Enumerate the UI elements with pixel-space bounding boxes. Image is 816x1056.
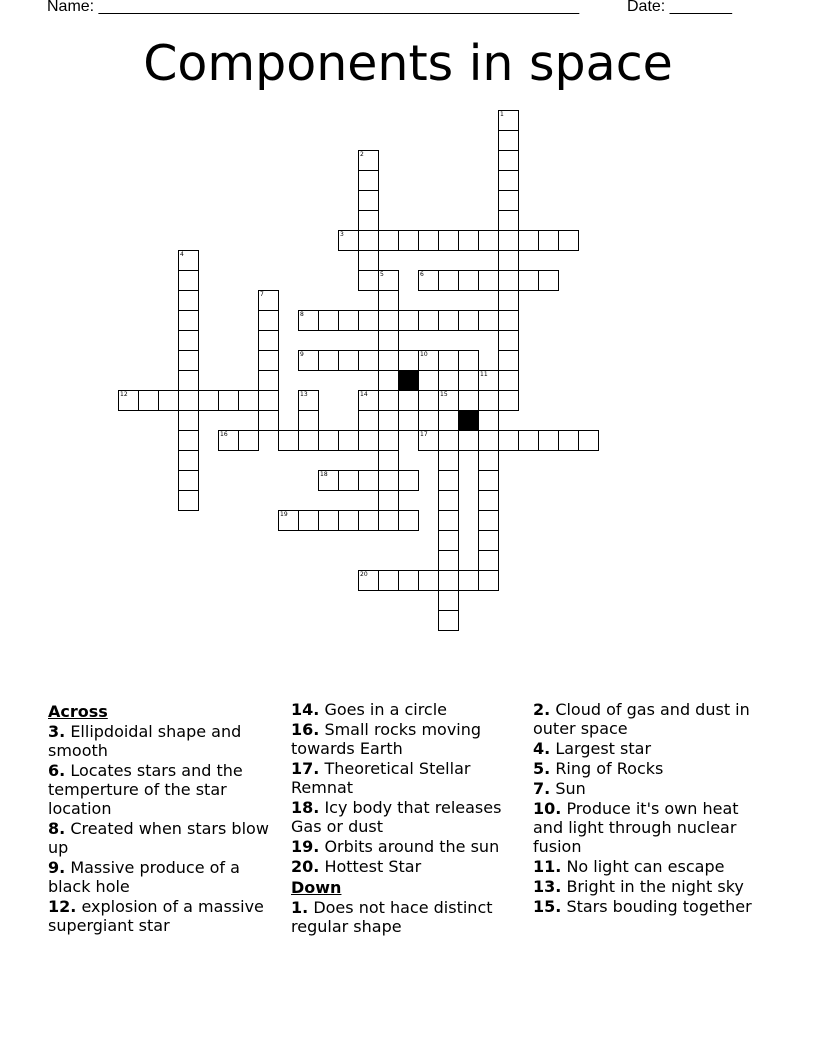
grid-cell[interactable] <box>318 430 339 451</box>
grid-cell[interactable] <box>178 470 199 491</box>
grid-cell[interactable] <box>498 250 519 271</box>
clue-item <box>48 761 273 818</box>
grid-cell[interactable] <box>438 370 459 391</box>
grid-cell[interactable] <box>338 310 359 331</box>
grid-cell[interactable] <box>358 410 379 431</box>
grid-cell[interactable] <box>298 410 319 431</box>
clue-item-number: 1. <box>291 898 309 917</box>
clue-item-text: Hottest Star <box>324 857 422 876</box>
clue-item-text: Stars bouding together <box>566 897 752 916</box>
clue-item-text: Massive produce of a black hole <box>48 858 240 896</box>
grid-cell[interactable] <box>258 410 279 431</box>
clue-item <box>533 759 763 778</box>
clue-heading: Down <box>291 878 342 897</box>
grid-cell[interactable] <box>438 390 459 411</box>
grid-cell[interactable] <box>378 370 399 391</box>
grid-cell[interactable] <box>478 410 499 431</box>
grid-cell[interactable] <box>418 310 439 331</box>
grid-cell[interactable] <box>458 310 479 331</box>
clue-item-text: Locates stars and the temperture of the star location <box>48 761 243 818</box>
grid-cell[interactable] <box>478 570 499 591</box>
clue-heading: Across <box>48 702 108 721</box>
grid-cell[interactable] <box>498 350 519 371</box>
clue-item-number: 15. <box>533 897 562 916</box>
clue-number: 14 <box>360 391 368 398</box>
grid-cell[interactable] <box>238 430 259 451</box>
clue-item-text: Orbits around the sun <box>324 837 500 856</box>
grid-block-cell <box>398 370 419 391</box>
grid-cell[interactable] <box>438 550 459 571</box>
grid-cell[interactable] <box>518 430 539 451</box>
grid-cell[interactable] <box>498 150 519 171</box>
grid-cell[interactable] <box>438 510 459 531</box>
grid-cell[interactable] <box>498 370 519 391</box>
grid-cell[interactable] <box>558 230 579 251</box>
grid-cell[interactable] <box>258 390 279 411</box>
clue-item-number: 14. <box>291 700 320 719</box>
grid-cell[interactable] <box>498 330 519 351</box>
grid-cell[interactable] <box>338 350 359 371</box>
clue-number: 10 <box>420 351 428 358</box>
grid-cell[interactable] <box>258 330 279 351</box>
grid-cell[interactable] <box>438 410 459 431</box>
grid-cell[interactable] <box>378 230 399 251</box>
grid-cell[interactable] <box>178 430 199 451</box>
grid-cell[interactable] <box>178 290 199 311</box>
clue-item-text: Icy body that releases Gas or dust <box>291 798 502 836</box>
clue-column-2 <box>291 700 519 937</box>
clue-item <box>48 722 273 760</box>
clue-item <box>48 897 273 935</box>
grid-cell[interactable] <box>178 490 199 511</box>
clue-item-number: 4. <box>533 739 551 758</box>
clue-item-number: 11. <box>533 857 562 876</box>
clue-number: 8 <box>300 311 304 318</box>
clue-item <box>533 779 763 798</box>
grid-cell[interactable] <box>438 230 459 251</box>
grid-cell[interactable] <box>398 390 419 411</box>
clue-item-text: explosion of a massive supergiant star <box>48 897 264 935</box>
clue-item-number: 18. <box>291 798 320 817</box>
grid-cell[interactable] <box>178 330 199 351</box>
clue-number: 11 <box>480 371 488 378</box>
clue-item <box>291 720 519 758</box>
grid-cell[interactable] <box>358 270 379 291</box>
grid-cell[interactable] <box>438 430 459 451</box>
clue-item <box>291 837 519 856</box>
grid-cell[interactable] <box>498 190 519 211</box>
grid-cell[interactable] <box>458 270 479 291</box>
page-title: Components in space <box>143 35 673 92</box>
grid-cell[interactable] <box>398 470 419 491</box>
clue-item-text: Small rocks moving towards Earth <box>291 720 482 758</box>
grid-cell[interactable] <box>478 230 499 251</box>
grid-cell[interactable] <box>378 570 399 591</box>
grid-cell[interactable] <box>338 470 359 491</box>
grid-cell[interactable] <box>218 430 239 451</box>
grid-cell[interactable] <box>298 430 319 451</box>
clue-item <box>48 819 273 857</box>
clue-column-1 <box>48 700 273 936</box>
clue-number: 18 <box>320 471 328 478</box>
name-field-label: Name: ______________________________________________________ <box>47 0 580 15</box>
grid-cell[interactable] <box>278 430 299 451</box>
grid-cell[interactable] <box>518 230 539 251</box>
grid-cell[interactable] <box>558 430 579 451</box>
grid-cell[interactable] <box>498 230 519 251</box>
grid-cell[interactable] <box>358 350 379 371</box>
clue-item-text: Bright in the night sky <box>566 877 744 896</box>
clue-item-text: Sun <box>555 779 586 798</box>
grid-cell[interactable] <box>358 230 379 251</box>
grid-cell[interactable] <box>378 350 399 371</box>
grid-cell[interactable] <box>178 310 199 331</box>
grid-cell[interactable] <box>498 110 519 131</box>
grid-cell[interactable] <box>498 130 519 151</box>
grid-cell[interactable] <box>478 530 499 551</box>
grid-cell[interactable] <box>398 510 419 531</box>
clue-item-number: 17. <box>291 759 320 778</box>
grid-cell[interactable] <box>538 230 559 251</box>
clue-item-text: Goes in a circle <box>324 700 448 719</box>
grid-cell[interactable] <box>458 570 479 591</box>
grid-cell[interactable] <box>398 310 419 331</box>
clue-number: 9 <box>300 351 304 358</box>
clue-item-number: 7. <box>533 779 551 798</box>
grid-cell[interactable] <box>298 390 319 411</box>
clue-item-number: 10. <box>533 799 562 818</box>
grid-cell[interactable] <box>298 510 319 531</box>
grid-cell[interactable] <box>358 430 379 451</box>
clue-item <box>48 858 273 896</box>
grid-cell[interactable] <box>338 510 359 531</box>
clue-item-number: 6. <box>48 761 66 780</box>
clue-item-text: Produce it's own heat and light through nuclear fusion <box>533 799 739 856</box>
grid-cell[interactable] <box>478 550 499 571</box>
grid-cell[interactable] <box>358 510 379 531</box>
clue-item-text: Theoretical Stellar Remnat <box>291 759 471 797</box>
grid-cell[interactable] <box>338 230 359 251</box>
grid-cell[interactable] <box>518 270 539 291</box>
grid-cell[interactable] <box>398 570 419 591</box>
grid-cell[interactable] <box>498 170 519 191</box>
clue-number: 5 <box>380 271 384 278</box>
clue-number: 16 <box>220 431 228 438</box>
grid-cell[interactable] <box>418 410 439 431</box>
clue-item <box>533 700 763 738</box>
grid-cell[interactable] <box>498 310 519 331</box>
grid-cell[interactable] <box>498 430 519 451</box>
grid-cell[interactable] <box>258 370 279 391</box>
grid-cell[interactable] <box>498 270 519 291</box>
grid-cell[interactable] <box>438 270 459 291</box>
grid-cell[interactable] <box>458 430 479 451</box>
clue-item-number: 19. <box>291 837 320 856</box>
grid-cell[interactable] <box>378 270 399 291</box>
grid-cell[interactable] <box>278 510 299 531</box>
grid-cell[interactable] <box>178 250 199 271</box>
grid-cell[interactable] <box>478 450 499 471</box>
grid-cell[interactable] <box>438 530 459 551</box>
clue-item-number: 9. <box>48 858 66 877</box>
grid-cell[interactable] <box>458 390 479 411</box>
clue-number: 15 <box>440 391 448 398</box>
grid-cell[interactable] <box>178 450 199 471</box>
grid-cell[interactable] <box>438 570 459 591</box>
grid-cell[interactable] <box>358 210 379 231</box>
grid-cell[interactable] <box>578 430 599 451</box>
clue-item-text: Largest star <box>555 739 652 758</box>
clue-item-number: 3. <box>48 722 66 741</box>
clue-number: 12 <box>120 391 128 398</box>
grid-cell[interactable] <box>418 570 439 591</box>
grid-cell[interactable] <box>478 310 499 331</box>
clue-item <box>533 897 763 916</box>
grid-cell[interactable] <box>378 390 399 411</box>
clue-item-text: Ring of Rocks <box>555 759 664 778</box>
date-field-label: Date: _______ <box>627 0 732 15</box>
grid-cell[interactable] <box>318 470 339 491</box>
grid-cell[interactable] <box>418 430 439 451</box>
grid-cell[interactable] <box>178 270 199 291</box>
grid-cell[interactable] <box>478 390 499 411</box>
grid-cell[interactable] <box>358 570 379 591</box>
grid-cell[interactable] <box>338 430 359 451</box>
clue-item-number: 5. <box>533 759 551 778</box>
clue-item <box>291 700 519 719</box>
grid-cell[interactable] <box>498 290 519 311</box>
grid-cell[interactable] <box>358 170 379 191</box>
grid-block-cell <box>458 410 479 431</box>
grid-cell[interactable] <box>358 190 379 211</box>
grid-cell[interactable] <box>218 390 239 411</box>
grid-cell[interactable] <box>438 450 459 471</box>
clue-item <box>533 857 763 876</box>
grid-cell[interactable] <box>478 370 499 391</box>
grid-cell[interactable] <box>418 370 439 391</box>
grid-cell[interactable] <box>298 310 319 331</box>
clue-item-text: Cloud of gas and dust in outer space <box>533 700 750 738</box>
grid-cell[interactable] <box>178 370 199 391</box>
clue-item-number: 16. <box>291 720 320 739</box>
clue-number: 1 <box>500 111 504 118</box>
grid-cell[interactable] <box>438 350 459 371</box>
grid-cell[interactable] <box>178 410 199 431</box>
grid-cell[interactable] <box>358 150 379 171</box>
grid-cell[interactable] <box>318 350 339 371</box>
grid-cell[interactable] <box>478 270 499 291</box>
clue-item-text: Does not hace distinct regular shape <box>291 898 493 936</box>
grid-cell[interactable] <box>318 310 339 331</box>
clue-number: 20 <box>360 571 368 578</box>
grid-cell[interactable] <box>438 610 459 631</box>
grid-cell[interactable] <box>498 210 519 231</box>
grid-cell[interactable] <box>458 230 479 251</box>
grid-cell[interactable] <box>378 310 399 331</box>
grid-cell[interactable] <box>118 390 139 411</box>
clue-item <box>291 898 519 936</box>
grid-cell[interactable] <box>418 390 439 411</box>
grid-cell[interactable] <box>478 430 499 451</box>
clue-item <box>291 798 519 836</box>
grid-cell[interactable] <box>478 490 499 511</box>
grid-cell[interactable] <box>538 430 559 451</box>
grid-cell[interactable] <box>478 510 499 531</box>
grid-cell[interactable] <box>258 350 279 371</box>
grid-cell[interactable] <box>378 490 399 511</box>
grid-cell[interactable] <box>298 350 319 371</box>
clue-number: 3 <box>340 231 344 238</box>
grid-cell[interactable] <box>378 330 399 351</box>
clue-item-number: 20. <box>291 857 320 876</box>
clue-number: 7 <box>260 291 264 298</box>
grid-cell[interactable] <box>358 250 379 271</box>
grid-cell[interactable] <box>378 510 399 531</box>
grid-cell[interactable] <box>478 470 499 491</box>
clue-item-text: Created when stars blow up <box>48 819 269 857</box>
clue-item-number: 2. <box>533 700 551 719</box>
clue-number: 13 <box>300 391 308 398</box>
grid-cell[interactable] <box>438 490 459 511</box>
clue-item <box>291 857 519 876</box>
clue-number: 4 <box>180 251 184 258</box>
clue-item <box>291 759 519 797</box>
grid-cell[interactable] <box>418 350 439 371</box>
clue-item-text: Ellipdoidal shape and smooth <box>48 722 242 760</box>
grid-cell[interactable] <box>378 470 399 491</box>
clue-number: 2 <box>360 151 364 158</box>
grid-cell[interactable] <box>258 290 279 311</box>
clue-item <box>533 799 763 856</box>
grid-cell[interactable] <box>358 390 379 411</box>
grid-cell[interactable] <box>418 230 439 251</box>
grid-cell[interactable] <box>238 390 259 411</box>
grid-cell[interactable] <box>378 450 399 471</box>
grid-cell[interactable] <box>198 390 219 411</box>
grid-cell[interactable] <box>458 370 479 391</box>
grid-cell[interactable] <box>398 230 419 251</box>
grid-cell[interactable] <box>438 470 459 491</box>
grid-cell[interactable] <box>158 390 179 411</box>
grid-cell[interactable] <box>498 390 519 411</box>
grid-cell[interactable] <box>378 430 399 451</box>
clue-item-text: No light can escape <box>566 857 725 876</box>
clue-number: 17 <box>420 431 428 438</box>
grid-cell[interactable] <box>178 390 199 411</box>
grid-cell[interactable] <box>398 350 419 371</box>
grid-cell[interactable] <box>418 270 439 291</box>
grid-cell[interactable] <box>378 290 399 311</box>
grid-cell[interactable] <box>438 310 459 331</box>
grid-cell[interactable] <box>438 590 459 611</box>
clue-item <box>533 877 763 896</box>
grid-cell[interactable] <box>398 410 419 431</box>
clue-item <box>533 739 763 758</box>
grid-cell[interactable] <box>538 270 559 291</box>
clue-number: 6 <box>420 271 424 278</box>
grid-cell[interactable] <box>358 310 379 331</box>
grid-cell[interactable] <box>178 350 199 371</box>
grid-cell[interactable] <box>458 350 479 371</box>
clue-number: 19 <box>280 511 288 518</box>
grid-cell[interactable] <box>258 310 279 331</box>
clue-column-3 <box>533 700 763 917</box>
clue-item-number: 8. <box>48 819 66 838</box>
grid-cell[interactable] <box>138 390 159 411</box>
grid-cell[interactable] <box>318 510 339 531</box>
clue-item-number: 13. <box>533 877 562 896</box>
clue-item-number: 12. <box>48 897 77 916</box>
grid-cell[interactable] <box>358 470 379 491</box>
grid-cell[interactable] <box>378 410 399 431</box>
